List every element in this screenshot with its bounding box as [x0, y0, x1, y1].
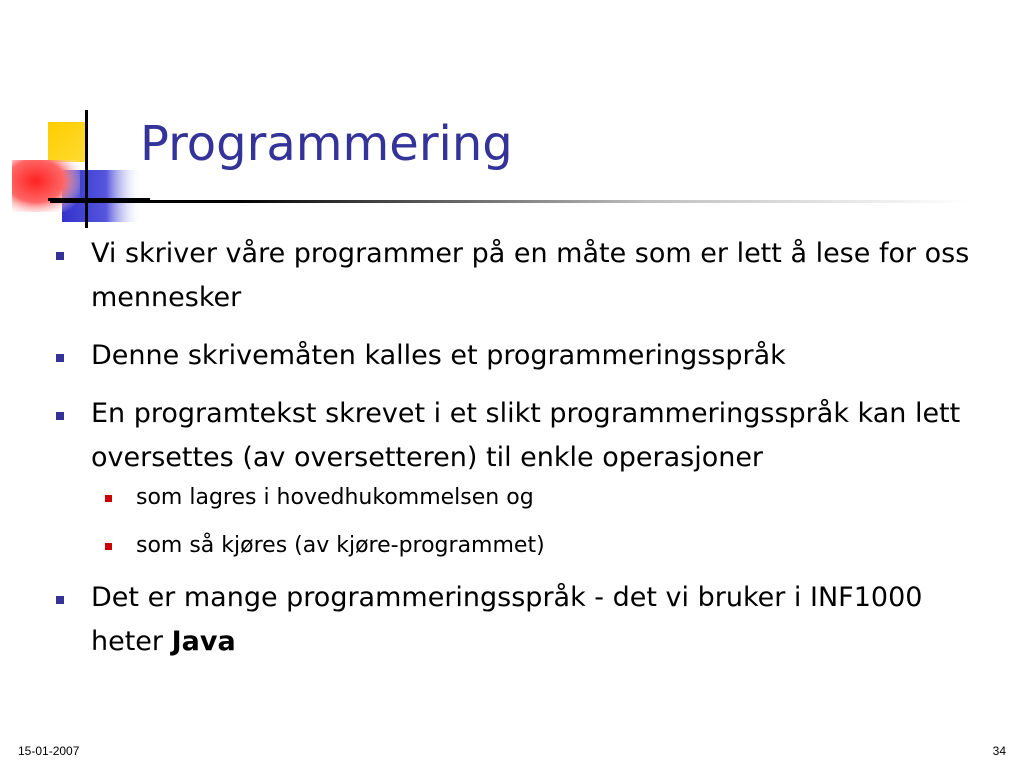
footer-date: 15-01-2007: [18, 744, 80, 758]
bullet-list: [0, 232, 1024, 678]
bullet-item-2: Denne skrivemåten kalles et programmeringsspråk: [91, 334, 991, 378]
slide-title: Programmering: [140, 116, 513, 172]
sub-bullet-list: [0, 484, 1024, 560]
bullet-item-3: En programtekst skrevet i et slikt programmeringsspråk kan lett oversettes (av oversetteren) til enkle operasjoner: [91, 392, 991, 480]
page-number: 34: [992, 744, 1006, 758]
decorative-squares-logo-icon: [0, 100, 150, 230]
sub-bullet-item-1: som lagres i hovedhukommelsen og: [136, 484, 996, 512]
bullet-item-4-text: Det er mange programmeringsspråk - det vi bruker i INF1000 heter: [91, 582, 923, 657]
bullet-item-1: Vi skriver våre programmer på en måte som er lett å lese for oss mennesker: [91, 232, 991, 320]
sub-bullet-group: [0, 484, 1024, 560]
title-divider: [50, 200, 970, 203]
bullet-item-4: [91, 576, 991, 664]
java-emphasis: Java: [171, 626, 236, 657]
sub-bullet-item-2: som så kjøres (av kjøre-programmet): [136, 532, 996, 560]
